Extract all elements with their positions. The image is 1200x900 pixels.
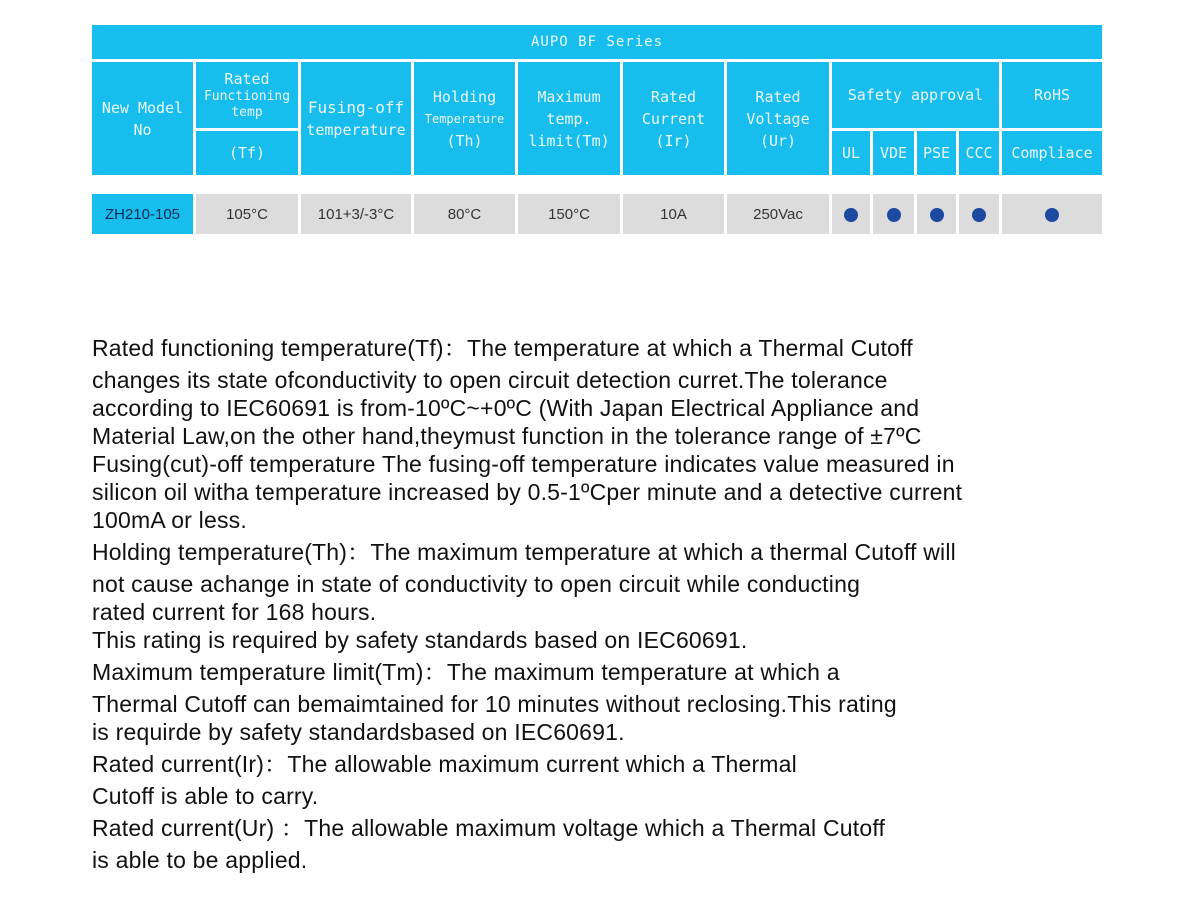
header-vde: VDE	[873, 131, 914, 175]
approval-dot-icon	[844, 208, 858, 222]
cell-pse	[917, 194, 956, 234]
desc-line: rated current for 168 hours.	[92, 599, 377, 625]
header-fo-line2: temperature	[306, 120, 406, 139]
header-rated-current	[623, 62, 724, 175]
header-rc-line2: Current	[641, 109, 706, 128]
header-fusing-off	[301, 62, 411, 175]
series-title: AUPO BF Series	[92, 25, 1102, 59]
header-safety-approval: Safety approval	[832, 62, 999, 128]
header-holding-line3: (Th)	[446, 131, 483, 150]
desc-line: Rated current(Ir)：The allowable maximum current which a Thermal	[92, 751, 797, 777]
header-max-temp	[518, 62, 620, 175]
desc-line: silicon oil witha temperature increased by 0.5-1ºCper minute and a detective current	[92, 479, 963, 505]
desc-line: is able to be applied.	[92, 847, 308, 873]
desc-line: Rated functioning temperature(Tf)：The temperature at which a Thermal Cutoff	[92, 335, 913, 361]
header-mt-line1: Maximum	[537, 87, 601, 106]
cell-ur: 250Vac	[727, 194, 829, 234]
approval-dot-icon	[1045, 208, 1059, 222]
desc-line: Rated current(Ur) ：The allowable maximum voltage which a Thermal Cutoff	[92, 815, 886, 841]
header-tf: (Tf)	[196, 131, 298, 175]
header-ul: UL	[832, 131, 870, 175]
header-model-line2: No	[133, 120, 152, 139]
desc-line: 100mA or less.	[92, 507, 247, 533]
header-ccc: CCC	[959, 131, 999, 175]
header-holding	[414, 62, 515, 175]
desc-line: Holding temperature(Th)：The maximum temperature at which a thermal Cutoff will	[92, 539, 956, 565]
header-rv-line2: Voltage	[746, 109, 810, 128]
desc-line: Maximum temperature limit(Tm)：The maximum temperature at which a	[92, 659, 840, 685]
row-spacer	[92, 178, 1102, 191]
header-rf-line3: temp	[231, 105, 263, 120]
table-row	[92, 194, 1102, 234]
description-text	[92, 334, 1112, 874]
header-fo-line1: Fusing-off	[307, 97, 405, 117]
header-mt-line2: temp.	[546, 109, 592, 128]
desc-line: according to IEC60691 is from-10ºC~+0ºC (With Japan Electrical Appliance and	[92, 395, 920, 421]
cell-tf: 105°C	[196, 194, 298, 234]
spec-table	[89, 22, 1105, 237]
header-mt-line3: limit(Tm)	[528, 131, 610, 150]
desc-line: Cutoff is able to carry.	[92, 783, 319, 809]
header-holding-line1: Holding	[432, 87, 497, 106]
desc-line: is requirde by safety standardsbased on IEC60691.	[92, 719, 625, 745]
cell-tm: 150°C	[518, 194, 620, 234]
desc-line: Thermal Cutoff can bemaimtained for 10 minutes without reclosing.This rating	[92, 691, 897, 717]
cell-fusing: 101+3/-3°C	[301, 194, 411, 234]
cell-th: 80°C	[414, 194, 515, 234]
cell-ir: 10A	[623, 194, 724, 234]
header-rf-line2: Functioning	[203, 89, 291, 104]
header-model-line1: New Model	[101, 98, 184, 117]
desc-line: changes its state ofconductivity to open circuit detection curret.The tolerance	[92, 367, 888, 393]
header-rc-line3: (Ir)	[655, 131, 692, 150]
header-rc-line1: Rated	[650, 87, 697, 106]
approval-dot-icon	[972, 208, 986, 222]
cell-ul	[832, 194, 870, 234]
cell-model: ZH210-105	[92, 194, 193, 234]
header-rv-line1: Rated	[755, 87, 801, 106]
approval-dot-icon	[887, 208, 901, 222]
header-rv-line3: (Ur)	[759, 131, 797, 150]
header-rf-line1: Rated	[224, 70, 270, 88]
cell-vde	[873, 194, 914, 234]
cell-ccc	[959, 194, 999, 234]
header-rohs-compliance: Compliace	[1002, 131, 1102, 175]
header-rated-voltage	[727, 62, 829, 175]
desc-line: This rating is required by safety standards based on IEC60691.	[92, 627, 748, 653]
approval-dot-icon	[930, 208, 944, 222]
desc-line: not cause achange in state of conductivity to open circuit while conducting	[92, 571, 861, 597]
header-rated-functioning	[196, 62, 298, 128]
desc-line: Material Law,on the other hand,theymust function in the tolerance range of ±7ºC	[92, 423, 922, 449]
header-holding-line2: Temperature	[424, 111, 505, 126]
header-rohs: RoHS	[1002, 62, 1102, 128]
desc-line: Fusing(cut)-off temperature The fusing-off temperature indicates value measured in	[92, 451, 955, 477]
header-pse: PSE	[917, 131, 956, 175]
header-model	[92, 62, 193, 175]
cell-rohs	[1002, 194, 1102, 234]
